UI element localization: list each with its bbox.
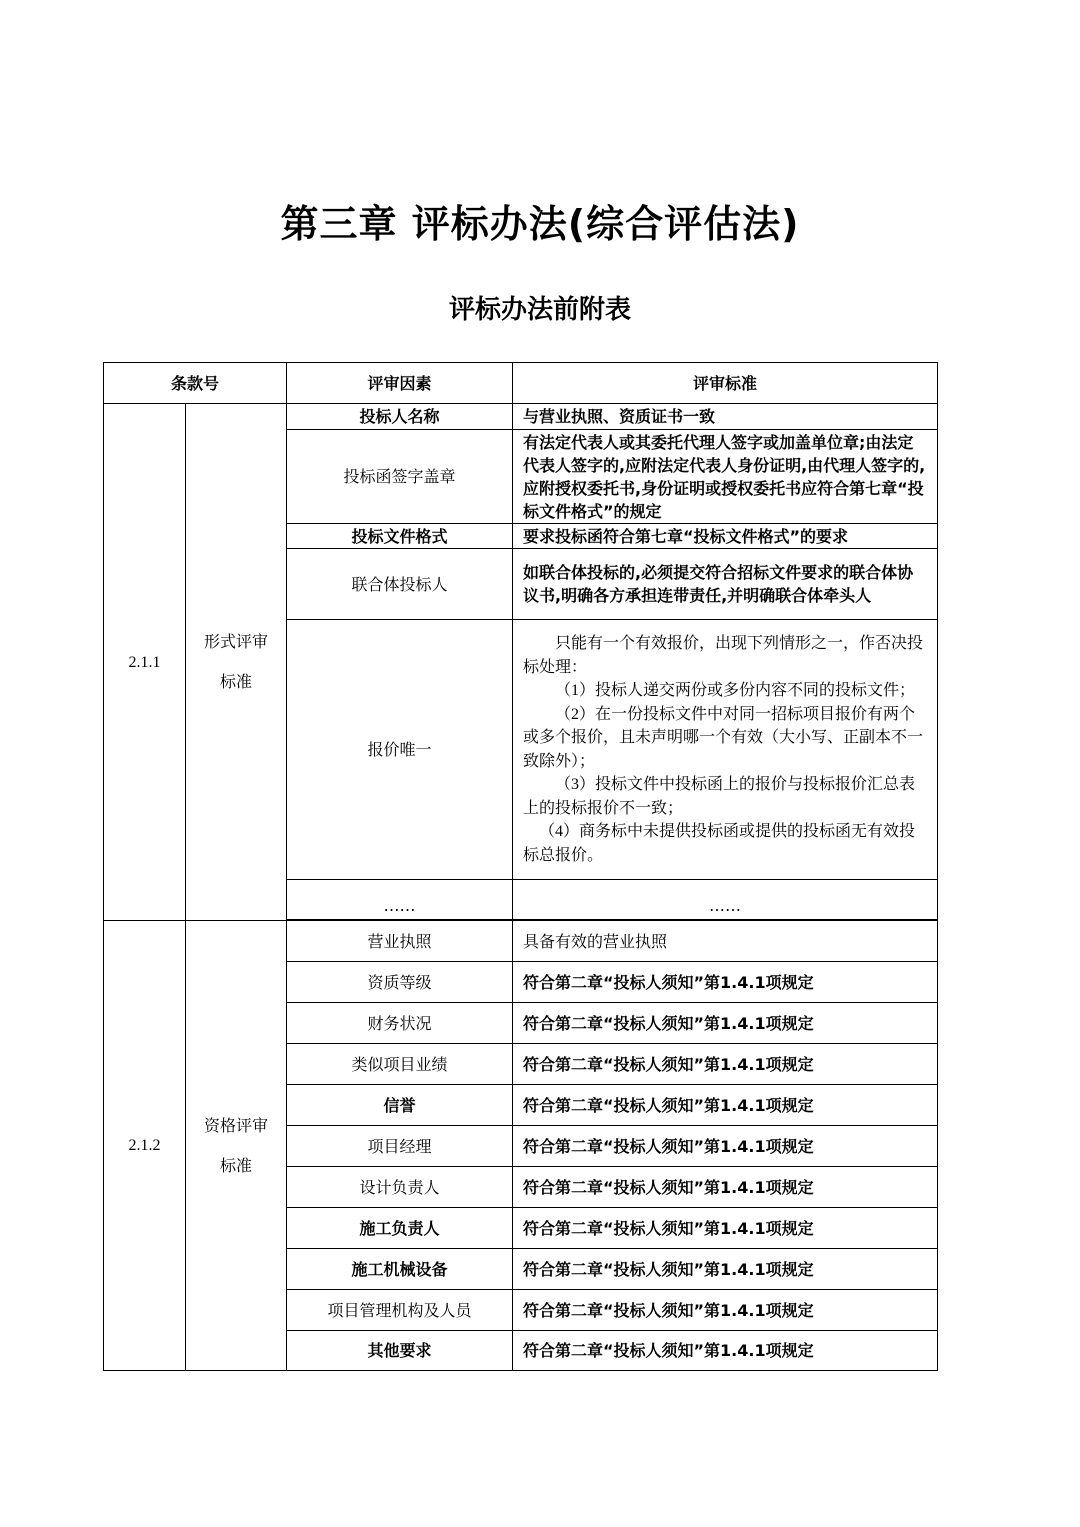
standard-cell: 符合第二章“投标人须知”第1.4.1项规定 [513, 1249, 938, 1290]
standard-cell: 符合第二章“投标人须知”第1.4.1项规定 [513, 1126, 938, 1167]
category-label-line2: 标准 [220, 672, 253, 691]
standard-cell: 符合第二章“投标人须知”第1.4.1项规定 [513, 1085, 938, 1126]
factor-cell: 项目经理 [287, 1126, 513, 1167]
column-header-clause: 条款号 [104, 363, 287, 404]
table-title: 评标办法前附表 [448, 295, 631, 325]
standard-cell: 符合第二章“投标人须知”第1.4.1项规定 [513, 1003, 938, 1044]
evaluation-appendix-table [103, 362, 938, 1371]
quote-item: （4）商务标中未提供投标函或提供的投标函无有效投标总报价。 [523, 823, 916, 864]
category-label-line1: 资格评审 [204, 1115, 269, 1135]
category-cell [186, 921, 287, 1371]
factor-cell: 信誉 [287, 1085, 513, 1126]
standard-cell: 有法定代表人或其委托代理人签字或加盖单位章;由法定代表人签字的,应附法定代表人身份证明,由代理人签字的,应附授权委托书,身份证明或授权委托书应符合第七章“投标文件格式”的规定 [513, 430, 938, 524]
factor-cell: 类似项目业绩 [287, 1044, 513, 1085]
standard-cell: 符合第二章“投标人须知”第1.4.1项规定 [513, 1208, 938, 1249]
factor-cell: 财务状况 [287, 1003, 513, 1044]
standard-cell: 符合第二章“投标人须知”第1.4.1项规定 [513, 1167, 938, 1208]
standard-cell [513, 620, 938, 880]
factor-cell: 投标文件格式 [287, 524, 513, 549]
factor-cell: 报价唯一 [287, 620, 513, 880]
quote-item: （3）投标文件中投标函上的报价与投标报价汇总表上的投标报价不一致； [523, 776, 916, 817]
column-header-factor: 评审因素 [287, 363, 513, 404]
standard-cell: 要求投标函符合第七章“投标文件格式”的要求 [513, 524, 938, 549]
clause-number: 2.1.2 [104, 921, 186, 1371]
factor-cell: 施工负责人 [287, 1208, 513, 1249]
factor-cell: 施工机械设备 [287, 1249, 513, 1290]
standard-cell: 符合第二章“投标人须知”第1.4.1项规定 [513, 1290, 938, 1331]
factor-cell: 项目管理机构及人员 [287, 1290, 513, 1331]
standard-cell: 符合第二章“投标人须知”第1.4.1项规定 [513, 962, 938, 1003]
table-row [104, 921, 938, 962]
factor-cell: 设计负责人 [287, 1167, 513, 1208]
standard-cell: 具备有效的营业执照 [513, 921, 938, 962]
factor-cell: 投标函签字盖章 [287, 430, 513, 524]
standard-cell: 符合第二章“投标人须知”第1.4.1项规定 [513, 1044, 938, 1085]
factor-cell: 营业执照 [287, 921, 513, 962]
category-label-line1: 形式评审 [204, 632, 269, 651]
standard-cell: 符合第二章“投标人须知”第1.4.1项规定 [513, 1331, 938, 1371]
standard-cell: 如联合体投标的,必须提交符合招标文件要求的联合体协议书,明确各方承担连带责任,并明确联合体牵头人 [513, 549, 938, 620]
standard-cell: 与营业执照、资质证书一致 [513, 404, 938, 430]
quote-item: （1）投标人递交两份或多份内容不同的投标文件； [555, 682, 916, 699]
category-label-line2: 标准 [220, 1155, 253, 1175]
clause-number: 2.1.1 [104, 404, 186, 921]
quote-intro: 只能有一个有效报价，出现下列情形之一，作否决投标处理： [523, 635, 924, 676]
column-header-standard: 评审标准 [513, 363, 938, 404]
table-header-row [104, 363, 938, 404]
factor-cell: 其他要求 [287, 1331, 513, 1371]
factor-cell: 联合体投标人 [287, 549, 513, 620]
factor-cell: 资质等级 [287, 962, 513, 1003]
quote-item: （2）在一份投标文件中对同一招标项目报价有两个或多个报价，且未声明哪一个有效（大小写、正副本不一致除外）； [523, 705, 924, 770]
factor-cell: 投标人名称 [287, 404, 513, 430]
standard-ellipsis: …… [513, 880, 938, 920]
factor-ellipsis: …… [287, 880, 513, 920]
table-row [104, 404, 938, 430]
category-cell [186, 404, 287, 921]
page-title: 第三章 评标办法(综合评估法) [280, 202, 800, 246]
